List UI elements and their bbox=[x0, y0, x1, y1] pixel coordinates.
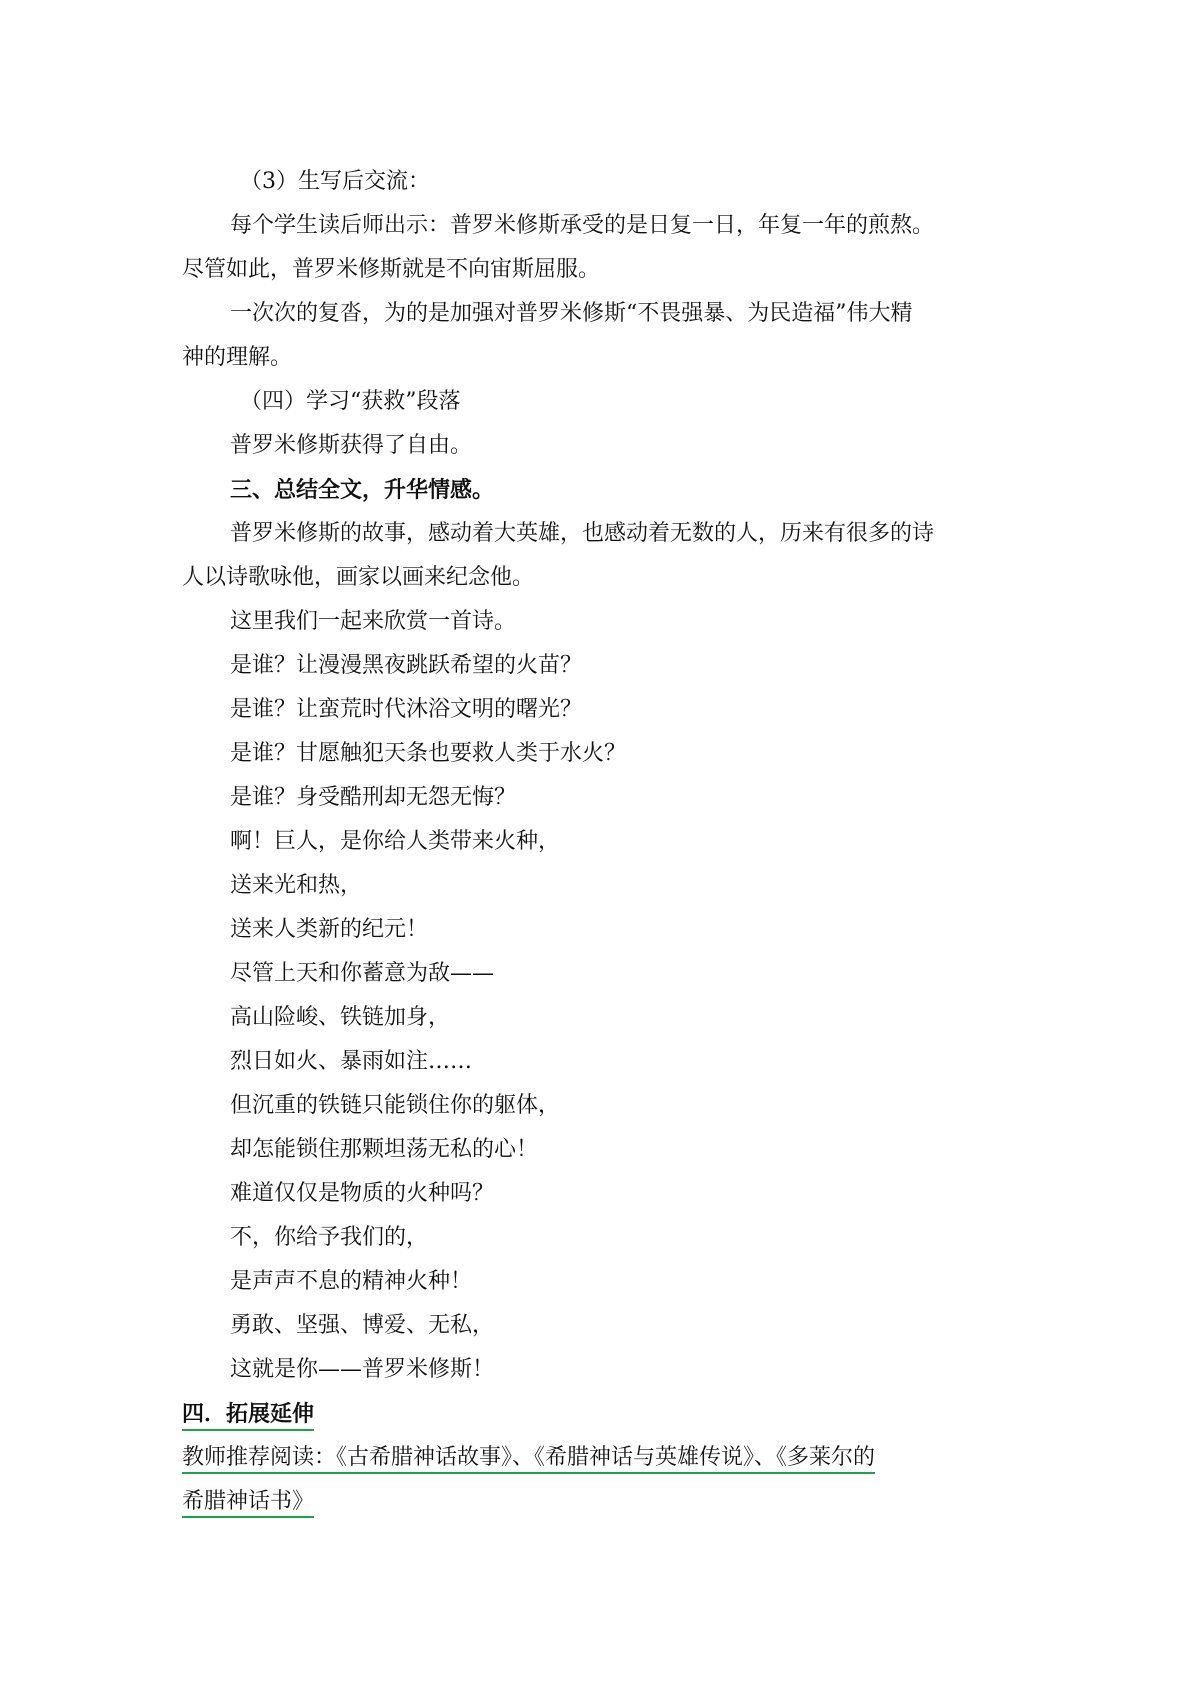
text-line: 却怎能锁住那颗坦荡无私的心！ bbox=[230, 1137, 539, 1162]
text-line: 送来人类新的纪元！ bbox=[230, 917, 429, 942]
text-line: 啊！巨人，是你给人类带来火种， bbox=[230, 829, 561, 854]
text-line: 是谁？身受酷刑却无怨无悔？ bbox=[230, 785, 517, 810]
extension-heading-text: 四．拓展延伸 bbox=[182, 1401, 315, 1427]
text-line: 难道仅仅是物质的火种吗？ bbox=[230, 1181, 495, 1206]
text-line: 这里我们一起来欣赏一首诗。 bbox=[230, 609, 517, 634]
text-line: 每个学生读后师出示：普罗米修斯承受的是日复一日，年复一年的煎熬。 bbox=[230, 213, 935, 238]
text-line: 是谁？让漫漫黑夜跳跃希望的火苗？ bbox=[230, 653, 583, 678]
text-line: 人以诗歌咏他，画家以画来纪念他。 bbox=[182, 565, 535, 590]
text-line: 是谁？甘愿触犯天条也要救人类于水火？ bbox=[230, 741, 627, 766]
text-line: （3）生写后交流： bbox=[240, 169, 430, 194]
text-line: 但沉重的铁链只能锁住你的躯体， bbox=[230, 1093, 561, 1118]
text-line: （四）学习“获救”段落 bbox=[240, 389, 461, 414]
text-line: 三、总结全文，升华情感。 bbox=[230, 477, 495, 503]
text-line: 是声声不息的精神火种！ bbox=[230, 1269, 473, 1294]
text-line: 神的理解。 bbox=[182, 345, 293, 370]
document-page bbox=[182, 160, 1012, 1524]
text-line: 一次次的复沓，为的是加强对普罗米修斯“不畏强暴、为民造福”伟大精 bbox=[230, 301, 913, 326]
text-line: 不，你给予我们的， bbox=[230, 1225, 429, 1250]
text-line: 普罗米修斯的故事，感动着大英雄，也感动着无数的人，历来有很多的诗 bbox=[230, 521, 935, 546]
text-line: 这就是你——普罗米修斯！ bbox=[230, 1357, 495, 1382]
text-line: 勇敢、坚强、博爱、无私， bbox=[230, 1313, 495, 1338]
recommended-reading-line-2 bbox=[182, 1480, 1012, 1524]
recommended-reading-text-2: 希腊神话书》 bbox=[182, 1489, 315, 1514]
text-line: 尽管如此，普罗米修斯就是不向宙斯屈服。 bbox=[182, 257, 601, 282]
text-line: 是谁？让蛮荒时代沐浴文明的曙光？ bbox=[230, 697, 583, 722]
text-line: 烈日如火、暴雨如注…… bbox=[230, 1049, 473, 1074]
text-line: 普罗米修斯获得了自由。 bbox=[230, 433, 473, 458]
extension-heading bbox=[182, 1392, 1012, 1436]
text-line: 高山险峻、铁链加身， bbox=[230, 1005, 451, 1030]
recommended-reading-line-1 bbox=[182, 1436, 1012, 1480]
body-text bbox=[182, 160, 1012, 1392]
text-line: 尽管上天和你蓄意为敌—— bbox=[230, 961, 495, 986]
text-line: 送来光和热， bbox=[230, 873, 363, 898]
recommended-reading-text-1: 教师推荐阅读：《古希腊神话故事》、《希腊神话与英雄传说》、《多莱尔的 bbox=[182, 1445, 876, 1470]
